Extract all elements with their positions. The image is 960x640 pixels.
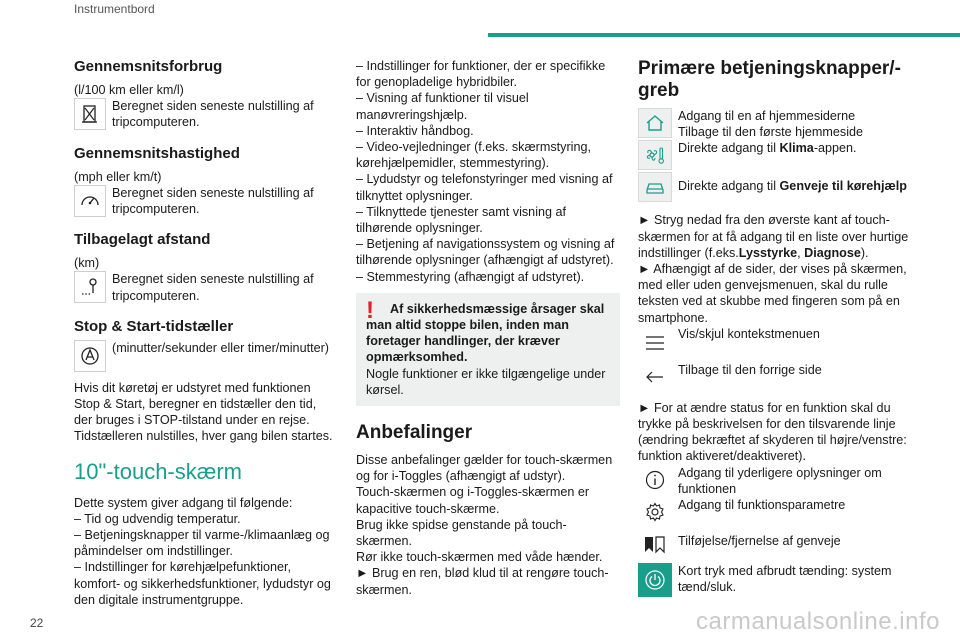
section-title-speed: Gennemsnitshastighed bbox=[74, 144, 240, 162]
distance-row bbox=[74, 271, 336, 303]
fuel-text: Beregnet siden seneste nulstilling af tripcomputeren. bbox=[112, 99, 314, 130]
feature-item: – Indstillinger for funktioner, der er specifikke for genopladelige hybridbiler. bbox=[356, 59, 606, 90]
speed-text: Beregnet siden seneste nulstilling af tripcomputeren. bbox=[112, 185, 314, 217]
info-icon bbox=[638, 465, 672, 495]
swipe-bold-1: Lysstyrke bbox=[738, 245, 798, 260]
fuel-pump-icon bbox=[74, 98, 106, 130]
climate-bold: Klima bbox=[779, 141, 814, 156]
rec-paragraph: Rør ikke touch-skærmen med våde hænder. bbox=[356, 550, 603, 565]
unit-distance: (km) bbox=[74, 256, 100, 271]
car-icon bbox=[638, 172, 672, 202]
drive-row bbox=[638, 172, 910, 202]
home-row bbox=[638, 108, 910, 140]
primary-controls-title: Primære betjeningsknapper/-greb bbox=[638, 58, 901, 101]
section-title-fuel: Gennemsnitsforbrug bbox=[74, 58, 223, 75]
touch-item: – Indstillinger for kørehjælpefunktioner, komfort- og sikkerhedsfunktioner, lydudstyr og den digitale instrumentgruppe. bbox=[74, 560, 331, 607]
section-title-stopstart: Stop & Start-tidstæller bbox=[74, 317, 234, 335]
power-icon bbox=[638, 563, 672, 597]
stopstart-unit: (minutter/sekunder eller timer/minutter) bbox=[112, 340, 329, 355]
header-accent-bar bbox=[488, 33, 960, 37]
shortcut-row bbox=[638, 529, 910, 559]
middle-column bbox=[356, 58, 620, 598]
running-header: Instrumentbord bbox=[74, 2, 155, 16]
menu-row bbox=[638, 326, 910, 360]
menu-text: Vis/skjul kontekstmenuen bbox=[678, 326, 820, 341]
drive-bold: Genveje til kørehjælp bbox=[779, 179, 907, 194]
feature-item: – Betjening af navigationssystem og visning af tilhørende oplysninger (afhængigt af udstyret). bbox=[356, 237, 615, 268]
page-number: 22 bbox=[30, 616, 44, 630]
safety-warning-box bbox=[356, 293, 620, 406]
swipe-paragraph bbox=[638, 212, 910, 261]
stopstart-paragraph: Hvis dit køretøj er udstyret med funktionen Stop & Start, beregner en tidstæller den tid, der bruges i STOP-tilstand under en rejse. Tidstælleren nulstilles, hver gang bilen startes. bbox=[74, 380, 333, 444]
right-column bbox=[638, 58, 910, 597]
left-column bbox=[74, 58, 336, 608]
stop-start-icon bbox=[74, 340, 106, 372]
climate-fan-icon bbox=[638, 140, 672, 170]
swipe-mid: , bbox=[797, 245, 805, 260]
settings-row bbox=[638, 497, 910, 527]
bookmark-icon bbox=[638, 529, 672, 559]
home-line-2: Tilbage til den første hjemmeside bbox=[678, 125, 864, 140]
unit-speed: (mph eller km/t) bbox=[74, 169, 162, 184]
feature-item: – Interaktiv håndbog. bbox=[356, 123, 474, 138]
speedometer-icon bbox=[74, 185, 106, 217]
touch-item: – Betjeningsknapper til varme-/klimaanlæg og påmindelser om indstillinger. bbox=[74, 528, 330, 559]
drive-pre: Direkte adgang til bbox=[678, 179, 780, 194]
warning-normal-text: Nogle funktioner er ikke tilgængelige under kørsel. bbox=[366, 366, 606, 397]
section-title-distance: Tilbagelagt afstand bbox=[74, 231, 211, 249]
feature-item: – Stemmestyring (afhængigt af udstyret). bbox=[356, 269, 585, 284]
stopstart-row bbox=[74, 340, 336, 372]
power-row bbox=[638, 563, 910, 597]
warning-bold-text: Af sikkerhedsmæssige årsager skal man altid stoppe bilen, inden man foretager handlinger, der kræver opmærksomhed. bbox=[366, 301, 605, 365]
scroll-paragraph: ► Afhængigt af de sider, der vises på skærmen, med eller uden genvejsmenuen, skal du rulle teksten ved at skubbe med fingeren som på en smartphone. bbox=[638, 262, 907, 325]
speed-row bbox=[74, 185, 336, 217]
swipe-post: ). bbox=[860, 245, 869, 260]
fuel-row bbox=[74, 98, 336, 130]
warning-exclamation-icon: ! bbox=[366, 296, 374, 324]
settings-text: Adgang til funktionsparametre bbox=[678, 498, 846, 513]
gear-icon bbox=[638, 497, 672, 527]
rec-paragraph: Disse anbefalinger gælder for touch-skærmen og for i-Toggles (afhængigt af udstyr). bbox=[356, 453, 613, 484]
climate-row bbox=[638, 140, 910, 170]
distance-text: Beregnet siden seneste nulstilling af tripcomputeren. bbox=[112, 272, 314, 303]
swipe-bold-2: Diagnose bbox=[804, 245, 861, 260]
unit-fuel: (l/100 km eller km/l) bbox=[74, 83, 184, 97]
power-text: Kort tryk med afbrudt tænding: system tænd/sluk. bbox=[678, 564, 892, 595]
back-text: Tilbage til den forrige side bbox=[678, 362, 822, 377]
feature-item: – Video-vejledninger (f.eks. skærmstyring, kørehjælpemidler, stemmestyring). bbox=[356, 140, 591, 171]
touch-item: – Tid og udvendig temperatur. bbox=[74, 511, 241, 526]
swipe-pre: ► Stryg nedad fra den øverste kant af touch-skærmen for at få adgang til en liste over hurtige indstillinger (f.eks. bbox=[638, 213, 909, 260]
touch-screen-title: 10"-touch-skærm bbox=[74, 458, 242, 484]
recommendations-title: Anbefalinger bbox=[356, 422, 473, 444]
feature-item: – Lydudstyr og telefonstyringer med visning af tilknyttet oplysninger. bbox=[356, 172, 613, 203]
climate-post: -appen. bbox=[813, 141, 857, 156]
info-text: Adgang til yderligere oplysninger om funktionen bbox=[678, 465, 882, 496]
rec-paragraph: ► Brug en ren, blød klud til at rengøre touch-skærmen. bbox=[356, 566, 609, 597]
feature-item: – Tilknyttede tjenester samt visning af tilhørende oplysninger. bbox=[356, 204, 566, 236]
rec-paragraph: Brug ikke spidse genstande på touch-skærmen. bbox=[356, 517, 567, 549]
route-pin-icon bbox=[74, 271, 106, 303]
info-row bbox=[638, 465, 910, 497]
touch-intro: Dette system giver adgang til følgende: bbox=[74, 495, 293, 510]
climate-pre: Direkte adgang til bbox=[678, 141, 780, 156]
rec-paragraph: Touch-skærmen og i-Toggles-skærmen er kapacitive touch-skærme. bbox=[356, 485, 590, 516]
home-icon bbox=[638, 108, 672, 138]
status-paragraph: ► For at ændre status for en funktion skal du trykke på beskrivelsen for den tilsvarende linje (ændring bekræftet af skyderen til højre/venstre: funktion aktiveret/deaktiveret). bbox=[638, 400, 907, 464]
hamburger-menu-icon bbox=[638, 326, 672, 360]
feature-item: – Visning af funktioner til visuel manøvreringshjælp. bbox=[356, 91, 529, 122]
back-arrow-icon bbox=[638, 360, 672, 394]
back-row bbox=[638, 360, 910, 394]
home-line-1: Adgang til en af hjemmesiderne bbox=[678, 109, 856, 123]
watermark: carmanualsonline.info bbox=[696, 608, 940, 635]
shortcut-text: Tilføjelse/fjernelse af genveje bbox=[678, 534, 841, 549]
